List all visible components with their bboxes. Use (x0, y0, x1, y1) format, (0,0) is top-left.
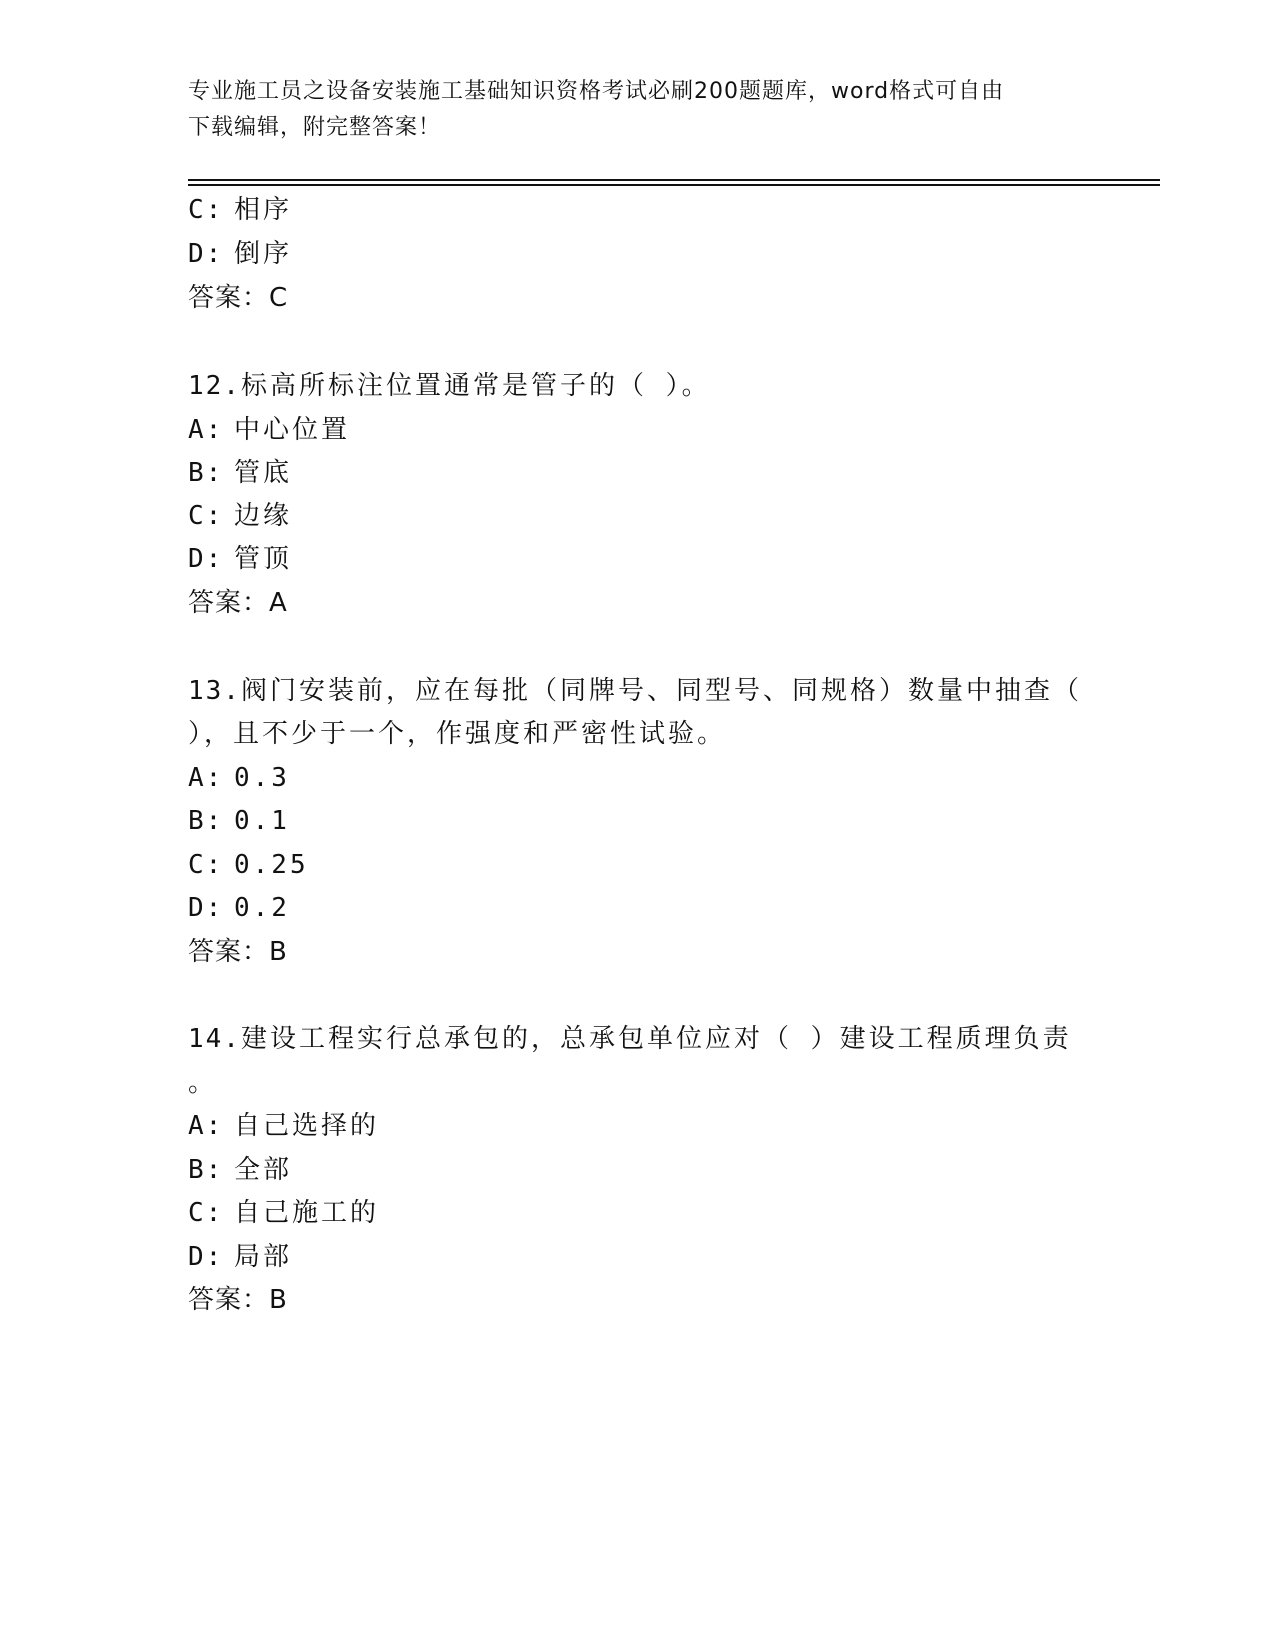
option-letter: C: (188, 850, 224, 880)
option-text: 0.1 (234, 806, 290, 836)
option-a (188, 412, 350, 448)
question-13 (188, 673, 1082, 709)
question-14 (188, 1021, 1072, 1057)
option-c (188, 192, 292, 228)
option-letter: A: (188, 415, 224, 445)
answer-label: 答案： (188, 283, 270, 313)
option-a (188, 760, 290, 796)
option-a (188, 1108, 379, 1144)
option-letter: C: (188, 1198, 224, 1228)
question-13-continued (188, 716, 726, 752)
option-text: 全部 (234, 1155, 293, 1185)
answer-value: A (269, 588, 288, 618)
question-number: 14. (188, 1024, 241, 1054)
option-text: 管顶 (234, 544, 293, 574)
answer-label: 答案： (188, 588, 270, 618)
option-text: 局部 (234, 1242, 293, 1272)
answer-line (188, 585, 288, 621)
option-letter: A: (188, 1111, 224, 1141)
option-b (188, 1152, 292, 1188)
header-line-1: 专业施工员之设备安装施工基础知识资格考试必刷200题题库，word格式可自由 (188, 79, 1005, 104)
option-letter: D: (188, 239, 224, 269)
option-c (188, 847, 309, 883)
option-d (188, 1239, 292, 1275)
question-number: 12. (188, 371, 241, 401)
option-d (188, 236, 292, 272)
question-number: 13. (188, 676, 241, 706)
answer-label: 答案： (188, 1285, 270, 1315)
option-b (188, 455, 292, 491)
option-letter: D: (188, 1242, 224, 1272)
answer-label: 答案： (188, 937, 270, 967)
answer-line (188, 934, 288, 970)
option-d (188, 541, 292, 577)
header-divider-bottom (188, 184, 1160, 186)
option-text: 中心位置 (234, 415, 351, 445)
question-text-line-1: 建设工程实行总承包的，总承包单位应对（ ）建设工程质理负责 (240, 1024, 1072, 1054)
option-c (188, 1195, 379, 1231)
answer-value: B (269, 1285, 288, 1315)
option-letter: D: (188, 893, 224, 923)
question-text: 标高所标注位置通常是管子的（ ）。 (240, 371, 711, 401)
option-b (188, 803, 290, 839)
option-letter: C: (188, 195, 224, 225)
option-text: 0.3 (234, 763, 290, 793)
answer-line (188, 280, 288, 316)
option-text: 边缘 (234, 501, 293, 531)
option-text: 自己选择的 (234, 1111, 380, 1141)
header-line-2: 下载编辑，附完整答案！ (188, 115, 442, 140)
document-header (188, 74, 1088, 146)
question-text-line-2: ），且不少于一个，作强度和严密性试验。 (188, 719, 727, 749)
header-divider-top (188, 179, 1160, 181)
option-text: 倒序 (234, 239, 293, 269)
option-text: 0.25 (234, 850, 309, 880)
question-text-line-1: 阀门安装前，应在每批（同牌号、同型号、同规格）数量中抽查（ (240, 676, 1082, 706)
option-text: 相序 (234, 195, 293, 225)
option-letter: D: (188, 544, 224, 574)
option-letter: B: (188, 806, 224, 836)
option-letter: B: (188, 1155, 224, 1185)
option-letter: B: (188, 458, 224, 488)
option-d (188, 890, 290, 926)
option-c (188, 498, 292, 534)
answer-line (188, 1282, 288, 1318)
question-14-continued (188, 1065, 217, 1101)
question-12 (188, 368, 711, 404)
option-letter: C: (188, 501, 224, 531)
answer-value: C (269, 283, 289, 313)
option-text: 管底 (234, 458, 293, 488)
option-text: 0.2 (234, 893, 290, 923)
answer-value: B (269, 937, 288, 967)
option-text: 自己施工的 (234, 1198, 380, 1228)
option-letter: A: (188, 763, 224, 793)
question-text-line-2: 。 (188, 1068, 218, 1098)
